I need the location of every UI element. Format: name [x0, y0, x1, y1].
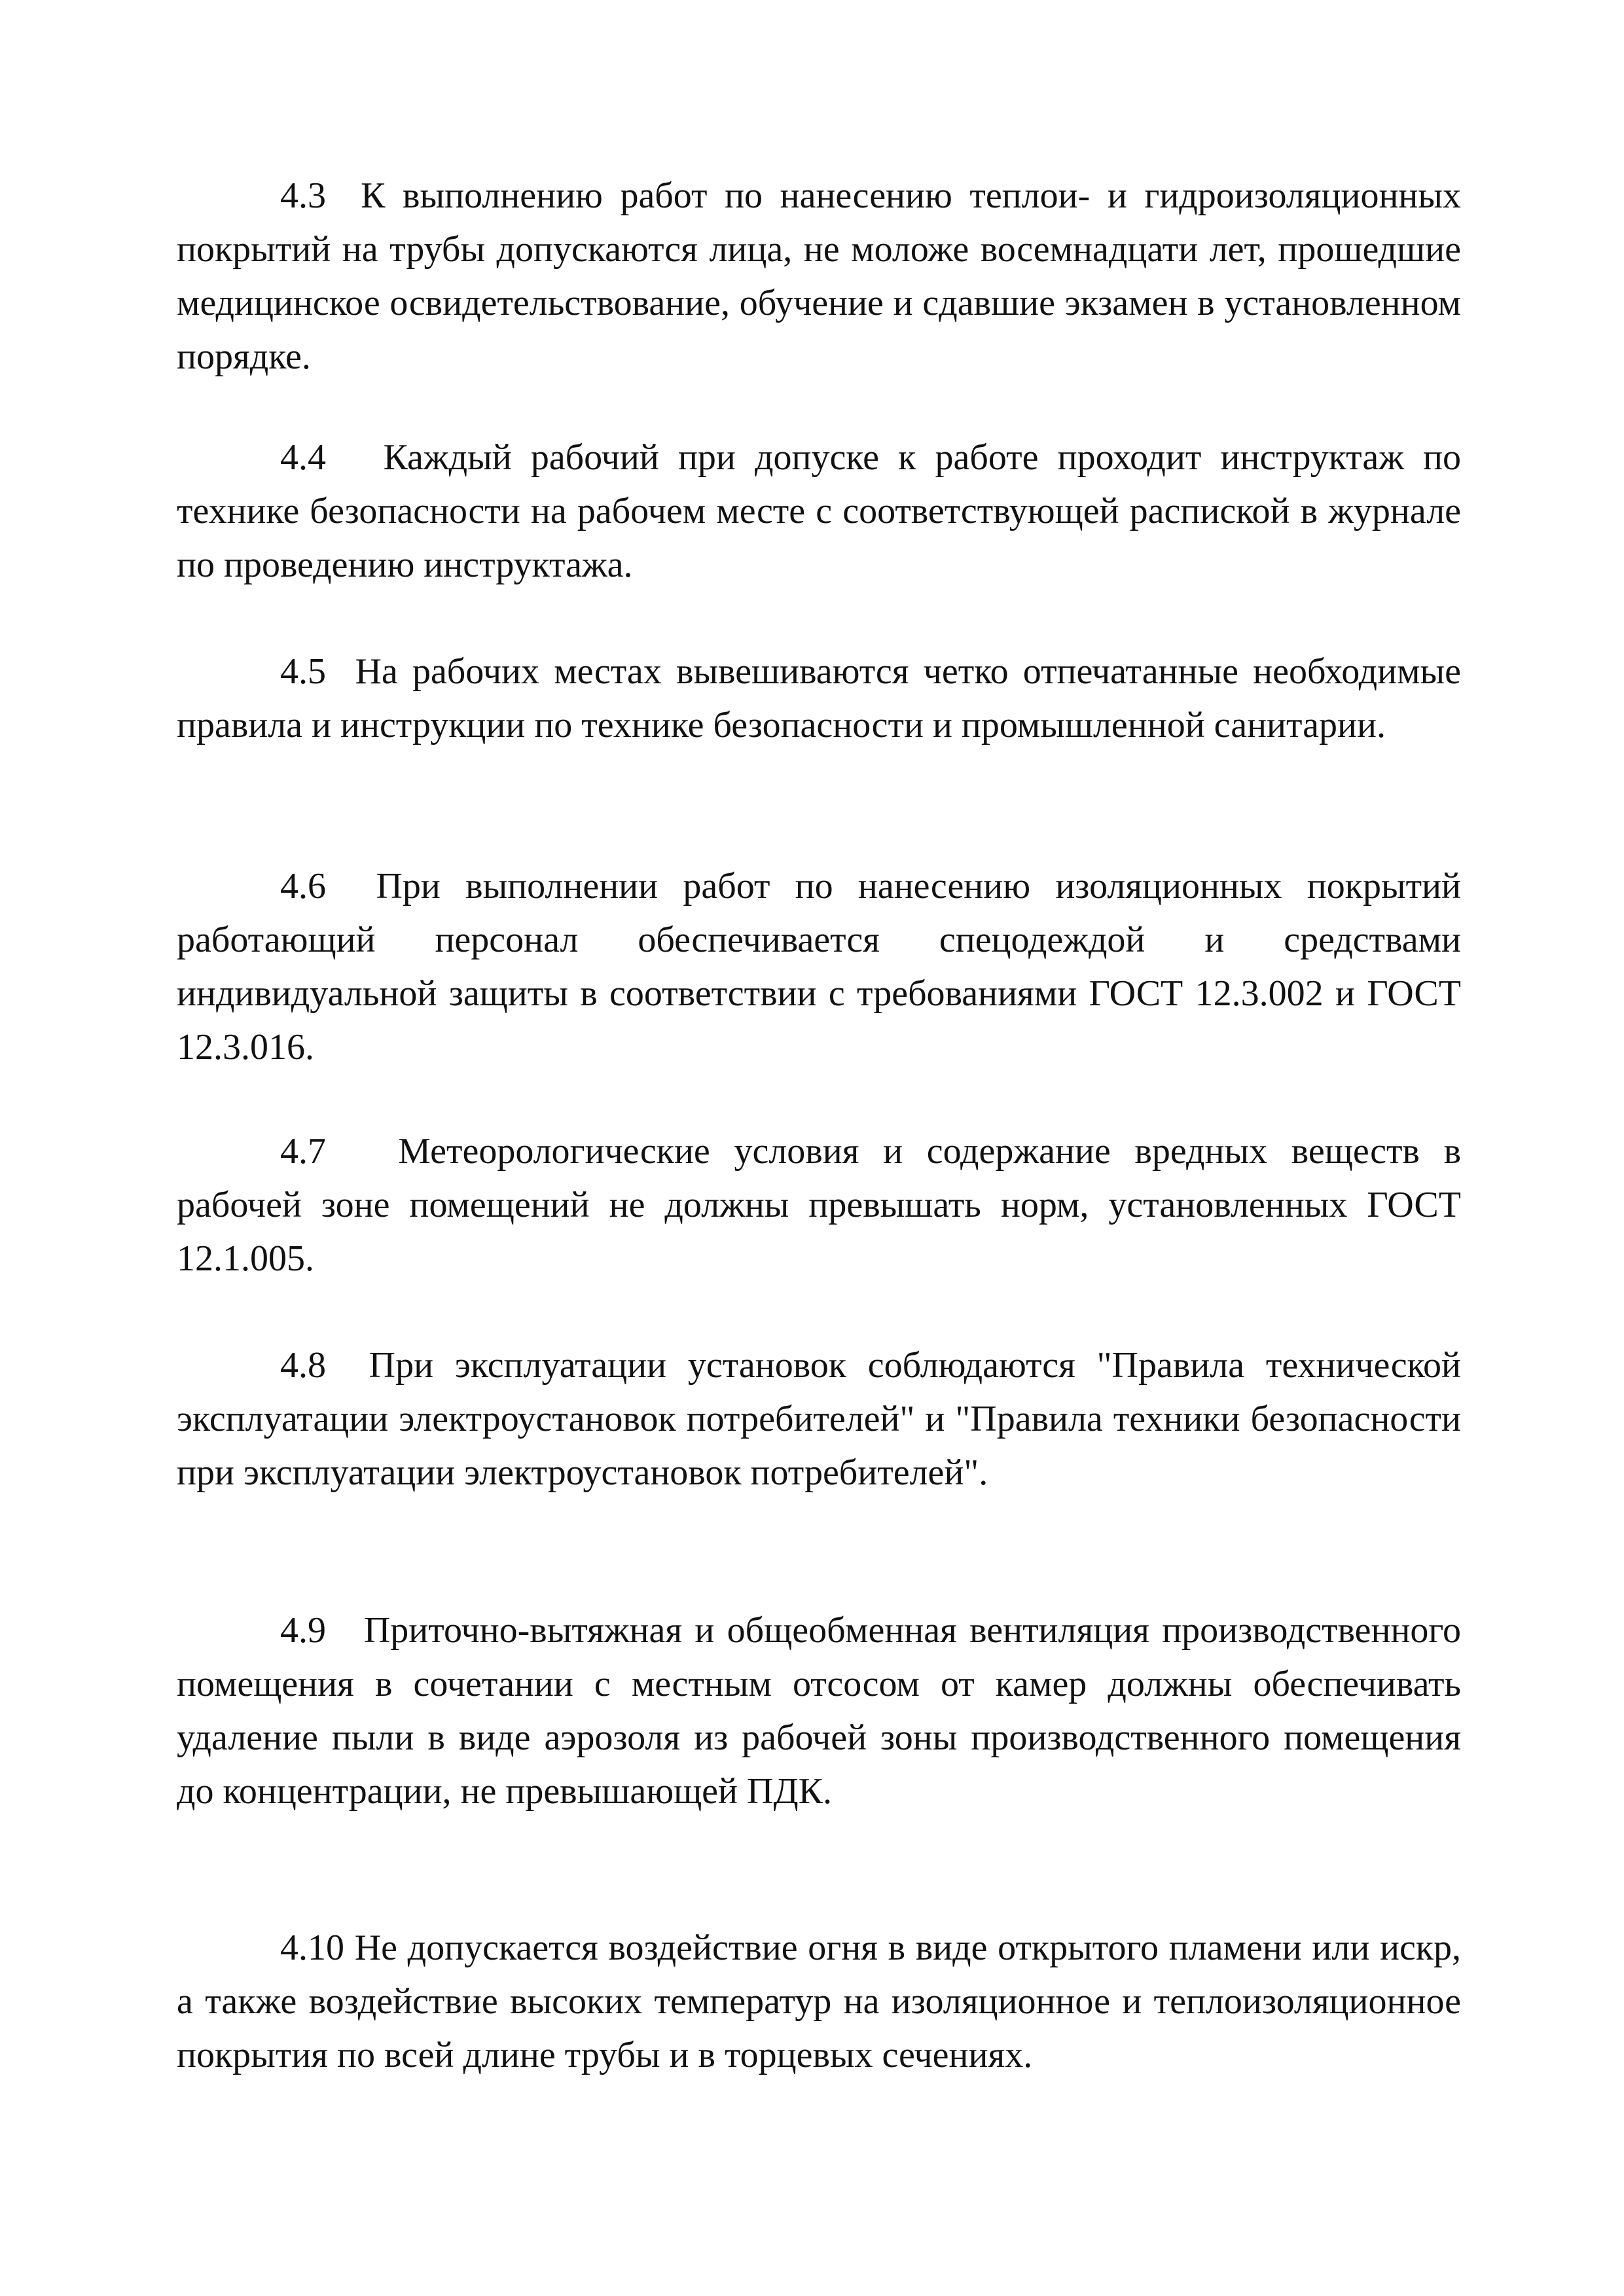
- paragraph-number: 4.4: [280, 437, 326, 478]
- paragraph-text: При эксплуатации установок соблюдаются "Правила технической эксплуатации электроустановок потребителей" и "Правила техники безопасности при эксплуатации электроустановок потребителей".: [177, 1345, 1461, 1493]
- paragraph-text: При выполнении работ по нанесению изоляционных покрытий работающий персонал обеспечивается спецодеждой и средствами индивидуальной защиты в соответствии с требованиями ГОСТ 12.3.002 и ГОСТ 12.3.016.: [177, 866, 1461, 1067]
- paragraph-4-4: [177, 431, 1461, 592]
- paragraph-4-6: [177, 859, 1461, 1074]
- paragraph-4-8: [177, 1338, 1461, 1499]
- paragraph-number: 4.6: [280, 866, 326, 906]
- paragraph-text: Приточно-вытяжная и общеобменная вентиляция производственного помещения в сочетании с местным отсосом от камер должны обеспечивать удаление пыли в виде аэрозоля из рабочей зоны производственного помещения до концентрации, не превышающей ПДК.: [177, 1610, 1462, 1812]
- paragraph-4-9: [177, 1604, 1461, 1818]
- paragraph-4-3: [177, 169, 1461, 384]
- paragraph-text: Не допускается воздействие огня в виде открытого пламени или искр, а также воздействие высоких температур на изоляционное и теплоизоляционное покрытия по всей длине трубы и в торцевых сечениях.: [177, 1928, 1462, 2075]
- paragraph-number: 4.9: [280, 1610, 326, 1651]
- paragraph-number: 4.5: [280, 651, 326, 692]
- paragraph-number: 4.3: [280, 175, 326, 216]
- paragraph-text: Каждый рабочий при допуске к работе проходит инструктаж по технике безопасности на рабочем месте с соответствующей распиской в журнале по проведению инструктажа.: [177, 437, 1461, 585]
- paragraph-4-10: [177, 1921, 1461, 2082]
- paragraph-text: Метеорологические условия и содержание вредных веществ в рабочей зоне помещений не должны превышать норм, установленных ГОСТ 12.1.005.: [177, 1131, 1462, 1279]
- paragraph-text: На рабочих местах вывешиваются четко отпечатанные необходимые правила и инструкции по технике безопасности и промышленной санитарии.: [177, 651, 1461, 745]
- paragraph-4-7: [177, 1124, 1461, 1285]
- paragraph-text: К выполнению работ по нанесению теплои- и гидроизоляционных покрытий на трубы допускаются лица, не моложе восемнадцати лет, прошедшие медицинское освидетельствование, обучение и сдавшие экзамен в установленном порядке.: [177, 175, 1461, 377]
- paragraph-number: 4.7: [280, 1131, 326, 1172]
- paragraph-number: 4.10: [280, 1928, 344, 1968]
- paragraph-4-5: [177, 645, 1461, 752]
- paragraph-number: 4.8: [280, 1345, 326, 1386]
